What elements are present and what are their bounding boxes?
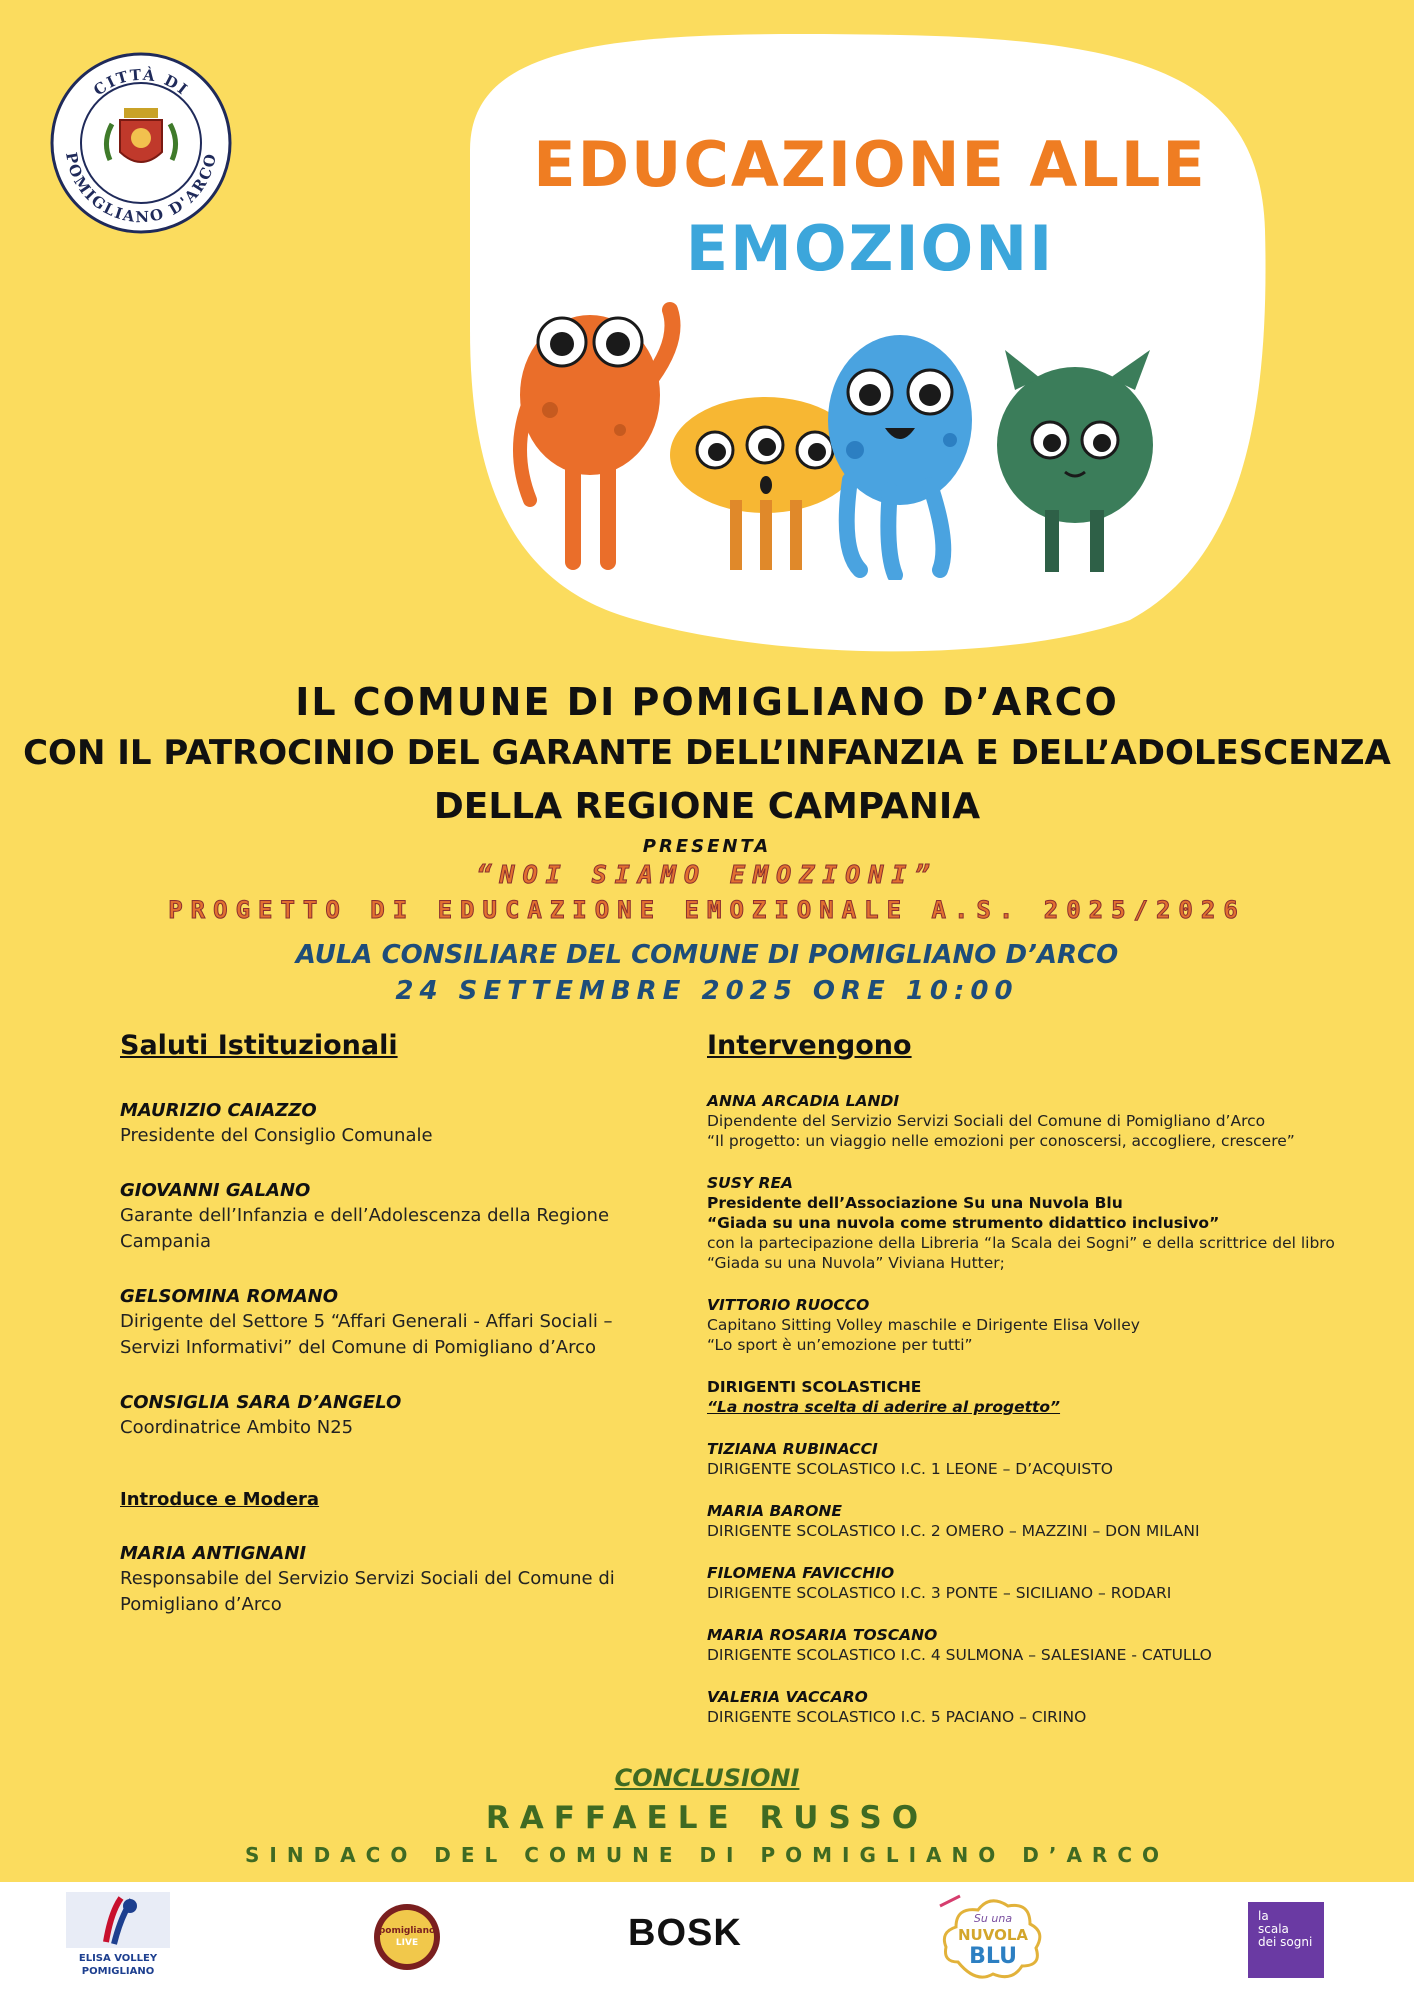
bosk-logo: BOSK (628, 1912, 742, 1954)
headline-line3: DELLA REGIONE CAMPANIA (433, 786, 981, 827)
saluti-entry: CONSIGLIA SARA D’ANGELO Coordinatrice Ambito N25 (120, 1392, 402, 1438)
saluti-entry: GELSOMINA ROMANO Dirigente del Settore 5 “Affari Generali - Affari Sociali – Servizi Informativi” del Comune di Pomigliano d’Arco (120, 1286, 613, 1358)
intervengono-title: Intervengono (707, 1030, 912, 1061)
seal-bottom-text: POMIGLIANO D'ARCO (62, 150, 221, 227)
presenta-label: PRESENTA (642, 836, 772, 857)
project-name: “NOI SIAMO EMOZIONI” (476, 860, 938, 889)
headline-line2: CON IL PATROCINIO DEL GARANTE DELL’INFANZIA E DELL’ADOLESCENZA (23, 733, 1391, 773)
event-date: 24 SETTEMBRE 2025 ORE 10:00 (395, 976, 1019, 1006)
pomigliano-live-logo: pomigliano LIVE (372, 1902, 442, 1972)
nuvola-blu-logo: Su una NUVOLA BLU (938, 1892, 1048, 1988)
speaker-entry: DIRIGENTI SCOLASTICHE “La nostra scelta di aderire al progetto” (707, 1378, 1061, 1416)
venue: AULA CONSILIARE DEL COMUNE DI POMIGLIANO D’ARCO (295, 940, 1119, 970)
city-seal (50, 52, 232, 234)
speaker-entry: ANNA ARCADIA LANDI Dipendente del Servizio Servizi Sociali del Comune di Pomigliano d’Arco “Il progetto: un viaggio nelle emozioni per conoscersi, accogliere, crescere” (707, 1092, 1295, 1150)
elisa-volley-logo: ELISA VOLLEY POMIGLIANO (66, 1892, 170, 1980)
header-title-line1: EDUCAZIONE ALLE (533, 128, 1207, 201)
monsters-illustration (510, 300, 1170, 580)
saluti-column (120, 1030, 660, 1648)
moderator-entry: MARIA ANTIGNANI Responsabile del Servizio Servizi Sociali del Comune di Pomigliano d’Arco (120, 1543, 615, 1615)
school-entry: MARIA ROSARIA TOSCANO DIRIGENTE SCOLASTICO I.C. 4 SULMONA – SALESIANE - CATULLO (707, 1626, 1212, 1664)
green-monster-icon (997, 350, 1153, 572)
speaker-entry: VITTORIO RUOCCO Capitano Sitting Volley maschile e Dirigente Elisa Volley “Lo sport è un’emozione per tutti” (707, 1296, 1140, 1354)
orange-monster-icon (520, 310, 673, 570)
conclusioni-title: CONCLUSIONI (614, 1764, 800, 1792)
scala-dei-sogni-logo: la scala dei sogni (1248, 1902, 1324, 1978)
speaker-entry: SUSY REA Presidente dell’Associazione Su una Nuvola Blu “Giada su una nuvola come strumento didattico inclusivo” con la partecipazione della Libreria “la Scala dei Sogni” e della scrittrice del libro “Giada su una Nuvola” Viviana Hutter; (707, 1174, 1335, 1272)
headline-line1: IL COMUNE DI POMIGLIANO D’ARCO (295, 680, 1119, 724)
conclusioni-name: RAFFAELE RUSSO (485, 1800, 929, 1836)
moderator-title: Introduce e Modera (120, 1489, 320, 1510)
school-entry: FILOMENA FAVICCHIO DIRIGENTE SCOLASTICO I.C. 3 PONTE – SICILIANO – RODARI (707, 1564, 1172, 1602)
header-title-line2: EMOZIONI (685, 212, 1055, 285)
project-subtitle: PROGETTO DI EDUCAZIONE EMOZIONALE A.S. 2025/2026 (168, 896, 1246, 924)
school-entry: TIZIANA RUBINACCI DIRIGENTE SCOLASTICO I.C. 1 LEONE – D’ACQUISTO (707, 1440, 1113, 1478)
blue-monster-icon (828, 335, 972, 575)
saluti-title: Saluti Istituzionali (120, 1030, 398, 1061)
school-entry: VALERIA VACCARO DIRIGENTE SCOLASTICO I.C. 5 PACIANO – CIRINO (707, 1688, 1087, 1726)
school-entry: MARIA BARONE DIRIGENTE SCOLASTICO I.C. 2 OMERO – MAZZINI – DON MILANI (707, 1502, 1200, 1540)
sponsor-footer (0, 1882, 1414, 2000)
seal-top-text: CITTÀ DI (90, 65, 193, 100)
intervengono-column (707, 1030, 1347, 1749)
saluti-entry: MAURIZIO CAIAZZO Presidente del Consiglio Comunale (120, 1100, 433, 1146)
conclusioni-role: SINDACO DEL COMUNE DI POMIGLIANO D’ARCO (244, 1843, 1169, 1867)
saluti-entry: GIOVANNI GALANO Garante dell’Infanzia e dell’Adolescenza della Regione Campania (120, 1180, 610, 1252)
